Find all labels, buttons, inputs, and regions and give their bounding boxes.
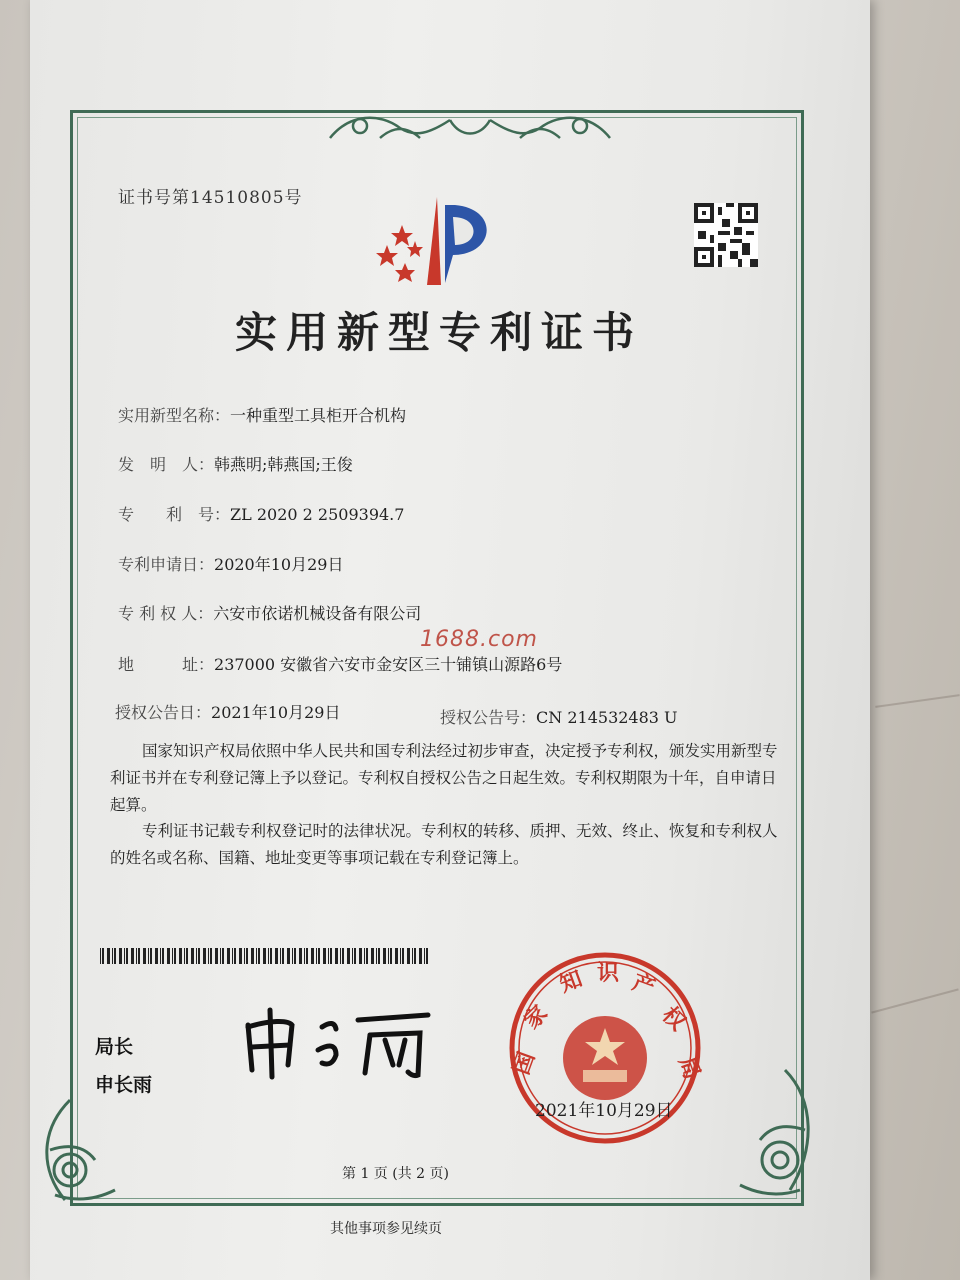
barcode-icon bbox=[100, 948, 430, 964]
ornament-bottom-left-icon bbox=[30, 1090, 130, 1220]
address-value: 237000 安徽省六安市金安区三十铺镇山源路6号 bbox=[214, 655, 563, 674]
patent-number-label: 专 利 号： bbox=[118, 505, 231, 524]
ornament-top-icon bbox=[320, 108, 620, 148]
grant-number-value: CN 214532483 U bbox=[536, 708, 678, 727]
utility-name-label: 实用新型名称： bbox=[118, 406, 231, 425]
watermark-text: 1688.com bbox=[420, 627, 538, 652]
inventor-label: 发 明 人： bbox=[118, 455, 215, 474]
patentee-label: 专 利 权 人： bbox=[118, 604, 214, 623]
utility-name-value: 一种重型工具柜开合机构 bbox=[230, 406, 407, 425]
patent-number-value: ZL 2020 2 2509394.7 bbox=[230, 505, 405, 524]
svg-text:知: 知 bbox=[556, 965, 586, 998]
signatory-title: 局长 bbox=[95, 1036, 134, 1058]
address-row bbox=[118, 652, 562, 675]
legal-status-statement: 专利证书记载专利权登记时的法律状况。专利权的转移、质押、无效、终止、恢复和专利权人的姓名或名称、国籍、地址变更等事项记载在专利登记簿上。 bbox=[110, 822, 778, 867]
patentee-row bbox=[118, 601, 421, 624]
grant-date-value: 2021年10月29日 bbox=[211, 703, 341, 722]
svg-text:产: 产 bbox=[628, 969, 659, 1002]
signatory-name: 申长雨 bbox=[95, 1074, 153, 1096]
inventor-row bbox=[118, 452, 353, 475]
svg-text:权: 权 bbox=[656, 1001, 691, 1036]
floor-seam bbox=[871, 988, 958, 1013]
grant-number-row bbox=[440, 705, 678, 728]
signature-icon bbox=[240, 1005, 440, 1080]
grant-number-label: 授权公告号： bbox=[440, 708, 537, 727]
grant-statement: 国家知识产权局依照中华人民共和国专利法经过初步审查，决定授予专利权，颁发实用新型专利证书并在专利登记簿上予以登记。专利权自授权公告之日起生效。专利权期限为十年，自申请日起算。 bbox=[110, 742, 778, 814]
qr-code-icon bbox=[694, 203, 758, 267]
patentee-value: 六安市依诺机械设备有限公司 bbox=[213, 604, 422, 623]
svg-text:局: 局 bbox=[673, 1053, 705, 1083]
certificate-number: 证书号第14510805号 bbox=[118, 188, 303, 208]
page-indicator: 第 1 页 (共 2 页) bbox=[342, 1166, 449, 1182]
continuation-note: 其他事项参见续页 bbox=[330, 1221, 442, 1237]
certificate-title: 实用新型专利证书 bbox=[235, 308, 644, 357]
filing-date-label: 专利申请日： bbox=[118, 555, 215, 574]
floor-seam bbox=[875, 694, 959, 708]
ornament-bottom-right-icon bbox=[725, 1060, 825, 1210]
filing-date-row bbox=[118, 552, 343, 575]
patent-number-row bbox=[118, 502, 404, 525]
patent-office-logo-icon bbox=[375, 195, 505, 290]
svg-text:家: 家 bbox=[518, 1000, 553, 1035]
inventor-value: 韩燕明;韩燕国;王俊 bbox=[214, 455, 353, 474]
svg-text:识: 识 bbox=[597, 960, 620, 986]
grant-date-row bbox=[115, 700, 340, 723]
address-label: 地 址： bbox=[118, 655, 215, 674]
utility-name-row bbox=[118, 403, 406, 426]
svg-text:国: 国 bbox=[508, 1048, 541, 1079]
filing-date-value: 2020年10月29日 bbox=[214, 555, 344, 574]
grant-date-label: 授权公告日： bbox=[115, 703, 212, 722]
seal-date: 2021年10月29日 bbox=[535, 1101, 673, 1121]
